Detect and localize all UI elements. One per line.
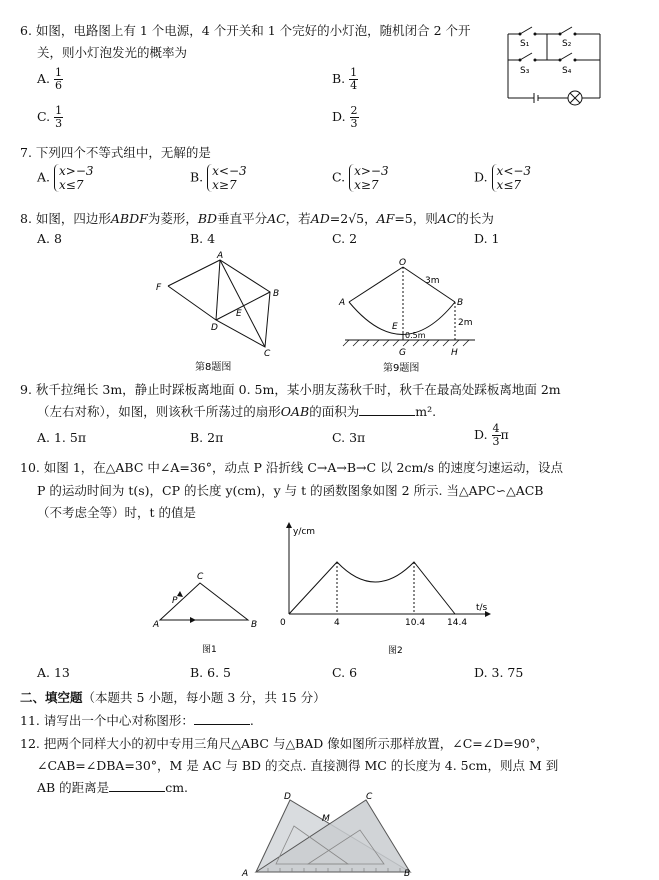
fraction: $\frac{1}{6}$	[55, 66, 62, 92]
answer-blank[interactable]	[194, 724, 250, 725]
q9-stem-line1: 9. 秋千拉绳长 3m，静止时踩板离地面 0. 5m，某小朋友荡秋千时，秋千在最高处踩板离地面 2m	[20, 382, 561, 397]
q8-rhombus-figure	[150, 250, 290, 375]
q12-set-squares-figure	[238, 790, 418, 878]
tick-4-label: 4	[334, 618, 340, 628]
q10-stem-line1: 10. 如图 1，在△ABC 中∠A=36°，动点 P 沿折线 C→A→B→C 以 2cm/s 的速度匀速运动，设点	[20, 460, 563, 475]
option-label: A.	[37, 71, 51, 86]
q7-stem: 7. 下列四个不等式组中，无解的是	[20, 145, 211, 160]
fraction: $\frac{1}{3}$	[55, 104, 63, 130]
option-label: B.	[190, 169, 204, 185]
point-d-label: D	[211, 323, 218, 333]
q6-option-a[interactable]	[37, 67, 63, 92]
origin-label: 0	[280, 618, 286, 628]
q7-option-c[interactable]	[332, 164, 389, 192]
point-a-label: A	[339, 298, 346, 308]
point-b-label: B	[251, 620, 258, 630]
point-e-label: E	[236, 309, 242, 319]
height-05m-label: 0.5m	[405, 331, 426, 340]
option-label: C.	[37, 109, 51, 124]
point-c-label: C	[264, 349, 271, 359]
point-e-label: E	[392, 322, 398, 332]
q6-stem-line2: 关，则小灯泡发光的概率为	[37, 45, 188, 60]
q9-option-b[interactable]: B. 2π	[190, 430, 224, 445]
option-label: A.	[37, 169, 51, 185]
fraction: $\frac{4}{3}$	[492, 422, 500, 448]
figure-caption: 图1	[202, 645, 217, 655]
q10-option-a[interactable]: A. 13	[37, 665, 70, 680]
q10-option-c[interactable]: C. 6	[332, 665, 358, 680]
point-g-label: G	[399, 348, 406, 358]
q12-stem-line3: AB 的距离是 cm.	[37, 780, 189, 795]
q8-stem: 8. 如图，四边形ABDF为菱形，BD垂直平分AC，若AD=2√5，AF=5，则AC的长为	[20, 211, 494, 226]
x-axis-label: t/s	[476, 603, 488, 613]
q7-option-a[interactable]	[37, 164, 94, 192]
q6-option-c[interactable]	[37, 105, 63, 130]
switch-s3-label: S₃	[520, 66, 530, 76]
point-a-label: A	[217, 251, 224, 261]
point-a-label: A	[153, 620, 160, 630]
fraction: $\frac{1}{4}$	[350, 66, 358, 92]
q7-option-d[interactable]	[474, 164, 531, 192]
option-label: D.	[474, 427, 488, 442]
option-label: C.	[332, 169, 346, 185]
q10-stem-line2: P 的运动时间为 t(s)，CP 的长度 y(cm)，y 与 t 的函数图象如图 2 所示. 当△APC∽△ACB	[37, 483, 544, 498]
q10-triangle-figure	[150, 565, 265, 660]
q9-option-a[interactable]: A. 1. 5π	[37, 430, 87, 445]
inequality-system: x<−3 x≤7	[492, 164, 532, 192]
q8-option-b[interactable]: B. 4	[190, 231, 216, 246]
switch-s4-label: S₄	[562, 66, 572, 76]
answer-blank[interactable]	[359, 415, 415, 416]
q6-circuit-diagram	[500, 16, 610, 111]
point-a-label: A	[242, 869, 249, 878]
q6-stem-line1: 6. 如图，电路图上有 1 个电源，4 个开关和 1 个完好的小灯泡，随机闭合 2 个开	[20, 23, 471, 38]
point-m-label: M	[322, 814, 330, 824]
point-b-label: B	[273, 289, 280, 299]
y-axis-label: y/cm	[293, 527, 316, 537]
point-b-label: B	[404, 869, 411, 878]
point-d-label: D	[284, 792, 291, 802]
q9-swing-figure	[335, 257, 485, 377]
switch-s1-label: S₁	[520, 39, 530, 49]
tick-10-4-label: 10.4	[405, 618, 426, 628]
q11-stem: 11. 请写出一个中心对称图形： .	[20, 713, 254, 728]
q7-option-b[interactable]	[190, 164, 247, 192]
option-label: B.	[332, 71, 346, 86]
q6-option-d[interactable]	[332, 105, 359, 130]
q12-stem-line1: 12. 把两个同样大小的初中专用三角尺△ABC 与△BAD 像如图所示那样放置，∠C=∠D=90°，	[20, 736, 549, 751]
point-b-label: B	[457, 298, 464, 308]
option-label: D.	[474, 169, 488, 185]
point-c-label: C	[197, 572, 204, 582]
q8-option-d[interactable]: D. 1	[474, 231, 500, 246]
option-label: D.	[332, 109, 346, 124]
point-p-label: P	[172, 596, 178, 606]
q6-option-b[interactable]	[332, 67, 358, 92]
point-f-label: F	[156, 283, 162, 293]
q10-stem-line3: （不考虑全等）时，t 的值是	[37, 505, 196, 520]
tick-14-4-label: 14.4	[447, 618, 468, 628]
figure-caption: 图2	[388, 646, 403, 656]
rope-length-label: 3m	[425, 276, 440, 286]
inequality-system: x<−3 x≥7	[207, 164, 247, 192]
q10-function-graph	[275, 522, 500, 662]
q8-option-c[interactable]: C. 2	[332, 231, 358, 246]
inequality-system: x>−3 x≥7	[349, 164, 389, 192]
point-c-label: C	[366, 792, 373, 802]
q9-stem-line2: （左右对称），如图，则该秋千所荡过的扇形OAB的面积为 m².	[37, 404, 437, 419]
q9-option-d[interactable]: D. $\frac{4}{3}$ π	[474, 422, 509, 448]
q8-option-a[interactable]: A. 8	[37, 231, 62, 246]
fraction: $\frac{2}{3}$	[350, 104, 358, 130]
point-o-label: O	[399, 258, 407, 268]
q9-option-c[interactable]: C. 3π	[332, 430, 366, 445]
height-2m-label: 2m	[458, 318, 473, 328]
point-h-label: H	[451, 348, 458, 358]
q12-stem-line2: ∠CAB=∠DBA=30°，M 是 AC 与 BD 的交点. 直接测得 MC 的长度为 4. 5cm，则点 M 到	[37, 758, 559, 773]
section-heading: 二、填空题（本题共 5 小题，每小题 3 分，共 15 分）	[20, 690, 326, 705]
switch-s2-label: S₂	[562, 39, 572, 49]
answer-blank[interactable]	[109, 791, 165, 792]
q10-option-b[interactable]: B. 6. 5	[190, 665, 231, 680]
figure-caption: 第8题图	[195, 362, 232, 373]
q10-option-d[interactable]: D. 3. 75	[474, 665, 524, 680]
figure-caption: 第9题图	[383, 363, 420, 374]
inequality-system: x>−3 x≤7	[54, 164, 94, 192]
